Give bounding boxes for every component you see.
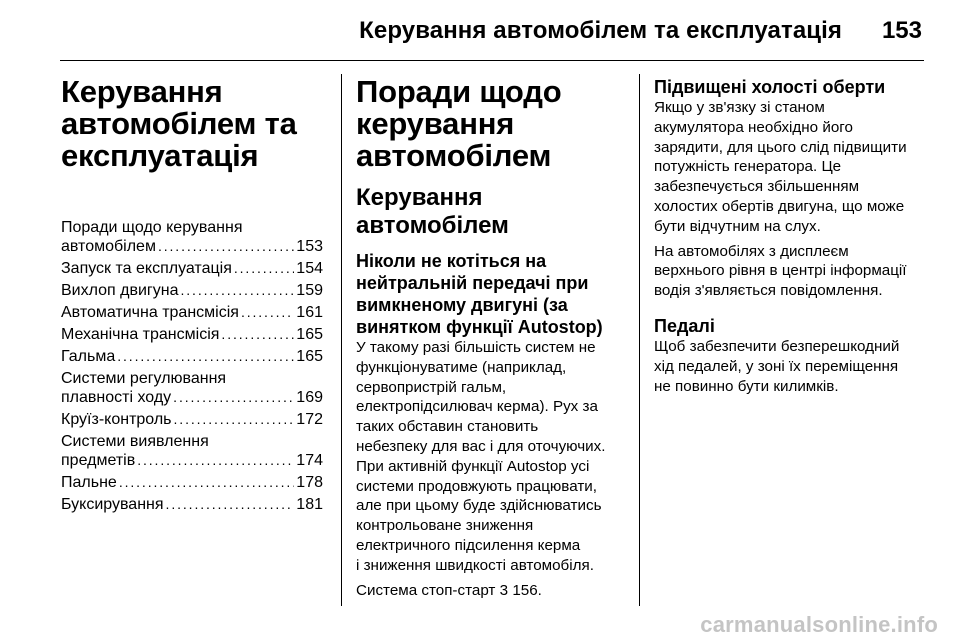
toc-leader-dots bbox=[234, 259, 294, 278]
text-line: акумулятора необхідно його bbox=[654, 118, 853, 136]
toc-entry-title: Вихлоп двигуна bbox=[61, 282, 179, 299]
toc-page-number: 178 bbox=[296, 474, 323, 491]
toc-leader-dots bbox=[173, 388, 294, 407]
text-line: холостих обертів двигуна, що може bbox=[654, 197, 905, 215]
text-line: електропідсилювач керма). Рух за bbox=[356, 398, 598, 416]
toc-leader-dots bbox=[174, 410, 295, 429]
section-title bbox=[356, 76, 628, 172]
topic-title-line: нейтральній передачі при bbox=[356, 273, 589, 293]
section-title-line: керування bbox=[356, 106, 515, 141]
header-divider bbox=[60, 60, 924, 61]
toc-entry[interactable] bbox=[61, 347, 323, 366]
text-line: забезпечується збільшенням bbox=[654, 178, 860, 196]
text-line: не повинно бути килимків. bbox=[654, 377, 839, 395]
text-line: верхнього рівня в центрі інформації bbox=[654, 262, 907, 280]
toc-entry-title: Гальма bbox=[61, 348, 116, 365]
watermark: carmanualsonline.info bbox=[700, 612, 938, 637]
neutral-warning-paragraph bbox=[356, 338, 628, 576]
chapter-title bbox=[61, 76, 323, 172]
text-line: таких обставин становить bbox=[356, 418, 539, 436]
column-divider-right bbox=[639, 74, 640, 606]
idle-paragraph bbox=[654, 98, 922, 237]
chapter-column bbox=[61, 76, 323, 517]
toc-entry-title: Пальне bbox=[61, 474, 117, 491]
toc-leader-dots bbox=[166, 495, 295, 514]
text-line: але при цьому буде здійснюватись bbox=[356, 497, 602, 515]
text-line: хід педалей, у зоні їх переміщення bbox=[654, 357, 899, 375]
toc-entry[interactable] bbox=[61, 325, 323, 344]
toc-entry[interactable] bbox=[61, 218, 323, 256]
cross-reference[interactable] bbox=[356, 581, 628, 601]
toc-page-number: 165 bbox=[296, 348, 323, 365]
toc-entry-title-line: Системи виявлення bbox=[61, 433, 209, 450]
topic-title-line: винятком функції Autostop) bbox=[356, 317, 603, 337]
page-reference-icon: 3 bbox=[499, 581, 509, 599]
page-header bbox=[0, 0, 960, 66]
pedals-paragraph bbox=[654, 337, 922, 396]
reference-text: Система стоп-старт bbox=[356, 581, 496, 599]
text-line: При активній функції Autostop усі bbox=[356, 457, 590, 475]
topic-title-pedals: Педалі bbox=[654, 315, 715, 336]
toc-page-number: 172 bbox=[296, 411, 323, 428]
section-title-line: Поради щодо bbox=[356, 74, 562, 109]
text-line: небезпеку для вас і для оточуючих. bbox=[356, 437, 606, 455]
toc-entry-title: автомобілем bbox=[61, 238, 156, 255]
toc-entry-title-line: Системи регулювання bbox=[61, 370, 227, 387]
topic-title-idle: Підвищені холості оберти bbox=[654, 77, 886, 97]
toc-entry[interactable] bbox=[61, 473, 323, 492]
idle-display-paragraph bbox=[654, 242, 922, 301]
section-title-line: автомобілем bbox=[356, 138, 552, 173]
toc-entry[interactable] bbox=[61, 259, 323, 278]
toc-page-number: 169 bbox=[296, 389, 323, 406]
toc-entry-title: Механічна трансмісія bbox=[61, 326, 220, 343]
toc-leader-dots bbox=[119, 473, 294, 492]
toc-entry-title: предметів bbox=[61, 452, 136, 469]
toc-entry[interactable] bbox=[61, 369, 323, 407]
chapter-title-line: експлуатація bbox=[61, 138, 259, 173]
table-of-contents bbox=[61, 218, 323, 514]
toc-page-number: 159 bbox=[296, 282, 323, 299]
toc-leader-dots bbox=[180, 281, 294, 300]
text-line: Якщо у зв'язку зі станом bbox=[654, 99, 825, 116]
text-line: На автомобілях з дисплеєм bbox=[654, 242, 849, 260]
toc-page-number: 154 bbox=[296, 260, 323, 277]
toc-entry-title: Запуск та експлуатація bbox=[61, 260, 232, 277]
text-line: функціонуватиме (наприклад, bbox=[356, 358, 567, 376]
toc-entry-title: Буксирування bbox=[61, 496, 164, 513]
chapter-title-line: Керування bbox=[61, 74, 223, 109]
text-line: і зниження швидкості автомобіля. bbox=[356, 556, 594, 574]
text-line: бути відчутним на слух. bbox=[654, 217, 821, 235]
running-header-title: Керування автомобілем та експлуатація bbox=[359, 17, 842, 44]
toc-entry-title-line: Поради щодо керування bbox=[61, 219, 243, 236]
toc-leader-dots bbox=[221, 325, 294, 344]
text-line: контрольоване зниження bbox=[356, 517, 534, 535]
text-line: У такому разі більшість систем не bbox=[356, 339, 596, 356]
driving-hints-column bbox=[356, 76, 628, 600]
toc-entry[interactable] bbox=[61, 495, 323, 514]
topic-title-line: вимкненому двигуні (за bbox=[356, 295, 568, 315]
topic-title-line: Ніколи не котіться на bbox=[356, 251, 547, 271]
toc-page-number: 165 bbox=[296, 326, 323, 343]
topic-title-neutral bbox=[356, 250, 628, 338]
page-number: 153 bbox=[881, 17, 922, 44]
text-line: Щоб забезпечити безперешкодний bbox=[654, 337, 900, 355]
toc-entry[interactable] bbox=[61, 281, 323, 300]
idle-and-pedals-column bbox=[654, 76, 922, 396]
text-line: сервопристрій гальм, bbox=[356, 378, 507, 396]
toc-leader-dots bbox=[137, 451, 294, 470]
reference-page: 156. bbox=[512, 581, 542, 599]
text-line: зарядити, для цього слід підвищити bbox=[654, 138, 907, 156]
subsection-title: Керування автомобілем bbox=[356, 184, 509, 239]
toc-leader-dots bbox=[241, 303, 294, 322]
toc-entry[interactable] bbox=[61, 303, 323, 322]
toc-leader-dots bbox=[158, 237, 294, 256]
toc-page-number: 181 bbox=[296, 496, 323, 513]
text-line: системи продовжують працювати, bbox=[356, 477, 597, 495]
toc-entry-title: Круїз-контроль bbox=[61, 411, 172, 428]
toc-entry-title: Автоматична трансмісія bbox=[61, 304, 239, 321]
chapter-title-line: автомобілем та bbox=[61, 106, 297, 141]
column-divider-left bbox=[341, 74, 342, 606]
toc-page-number: 153 bbox=[296, 238, 323, 255]
text-line: потужність генератора. Це bbox=[654, 158, 842, 176]
toc-leader-dots bbox=[117, 347, 294, 366]
toc-page-number: 161 bbox=[296, 304, 323, 321]
text-line: електричного підсилення керма bbox=[356, 536, 581, 554]
toc-entry[interactable] bbox=[61, 410, 323, 429]
toc-page-number: 174 bbox=[296, 452, 323, 469]
toc-entry-title: плавності ходу bbox=[61, 389, 172, 406]
toc-entry[interactable] bbox=[61, 432, 323, 470]
text-line: водія з'являється повідомлення. bbox=[654, 282, 883, 300]
